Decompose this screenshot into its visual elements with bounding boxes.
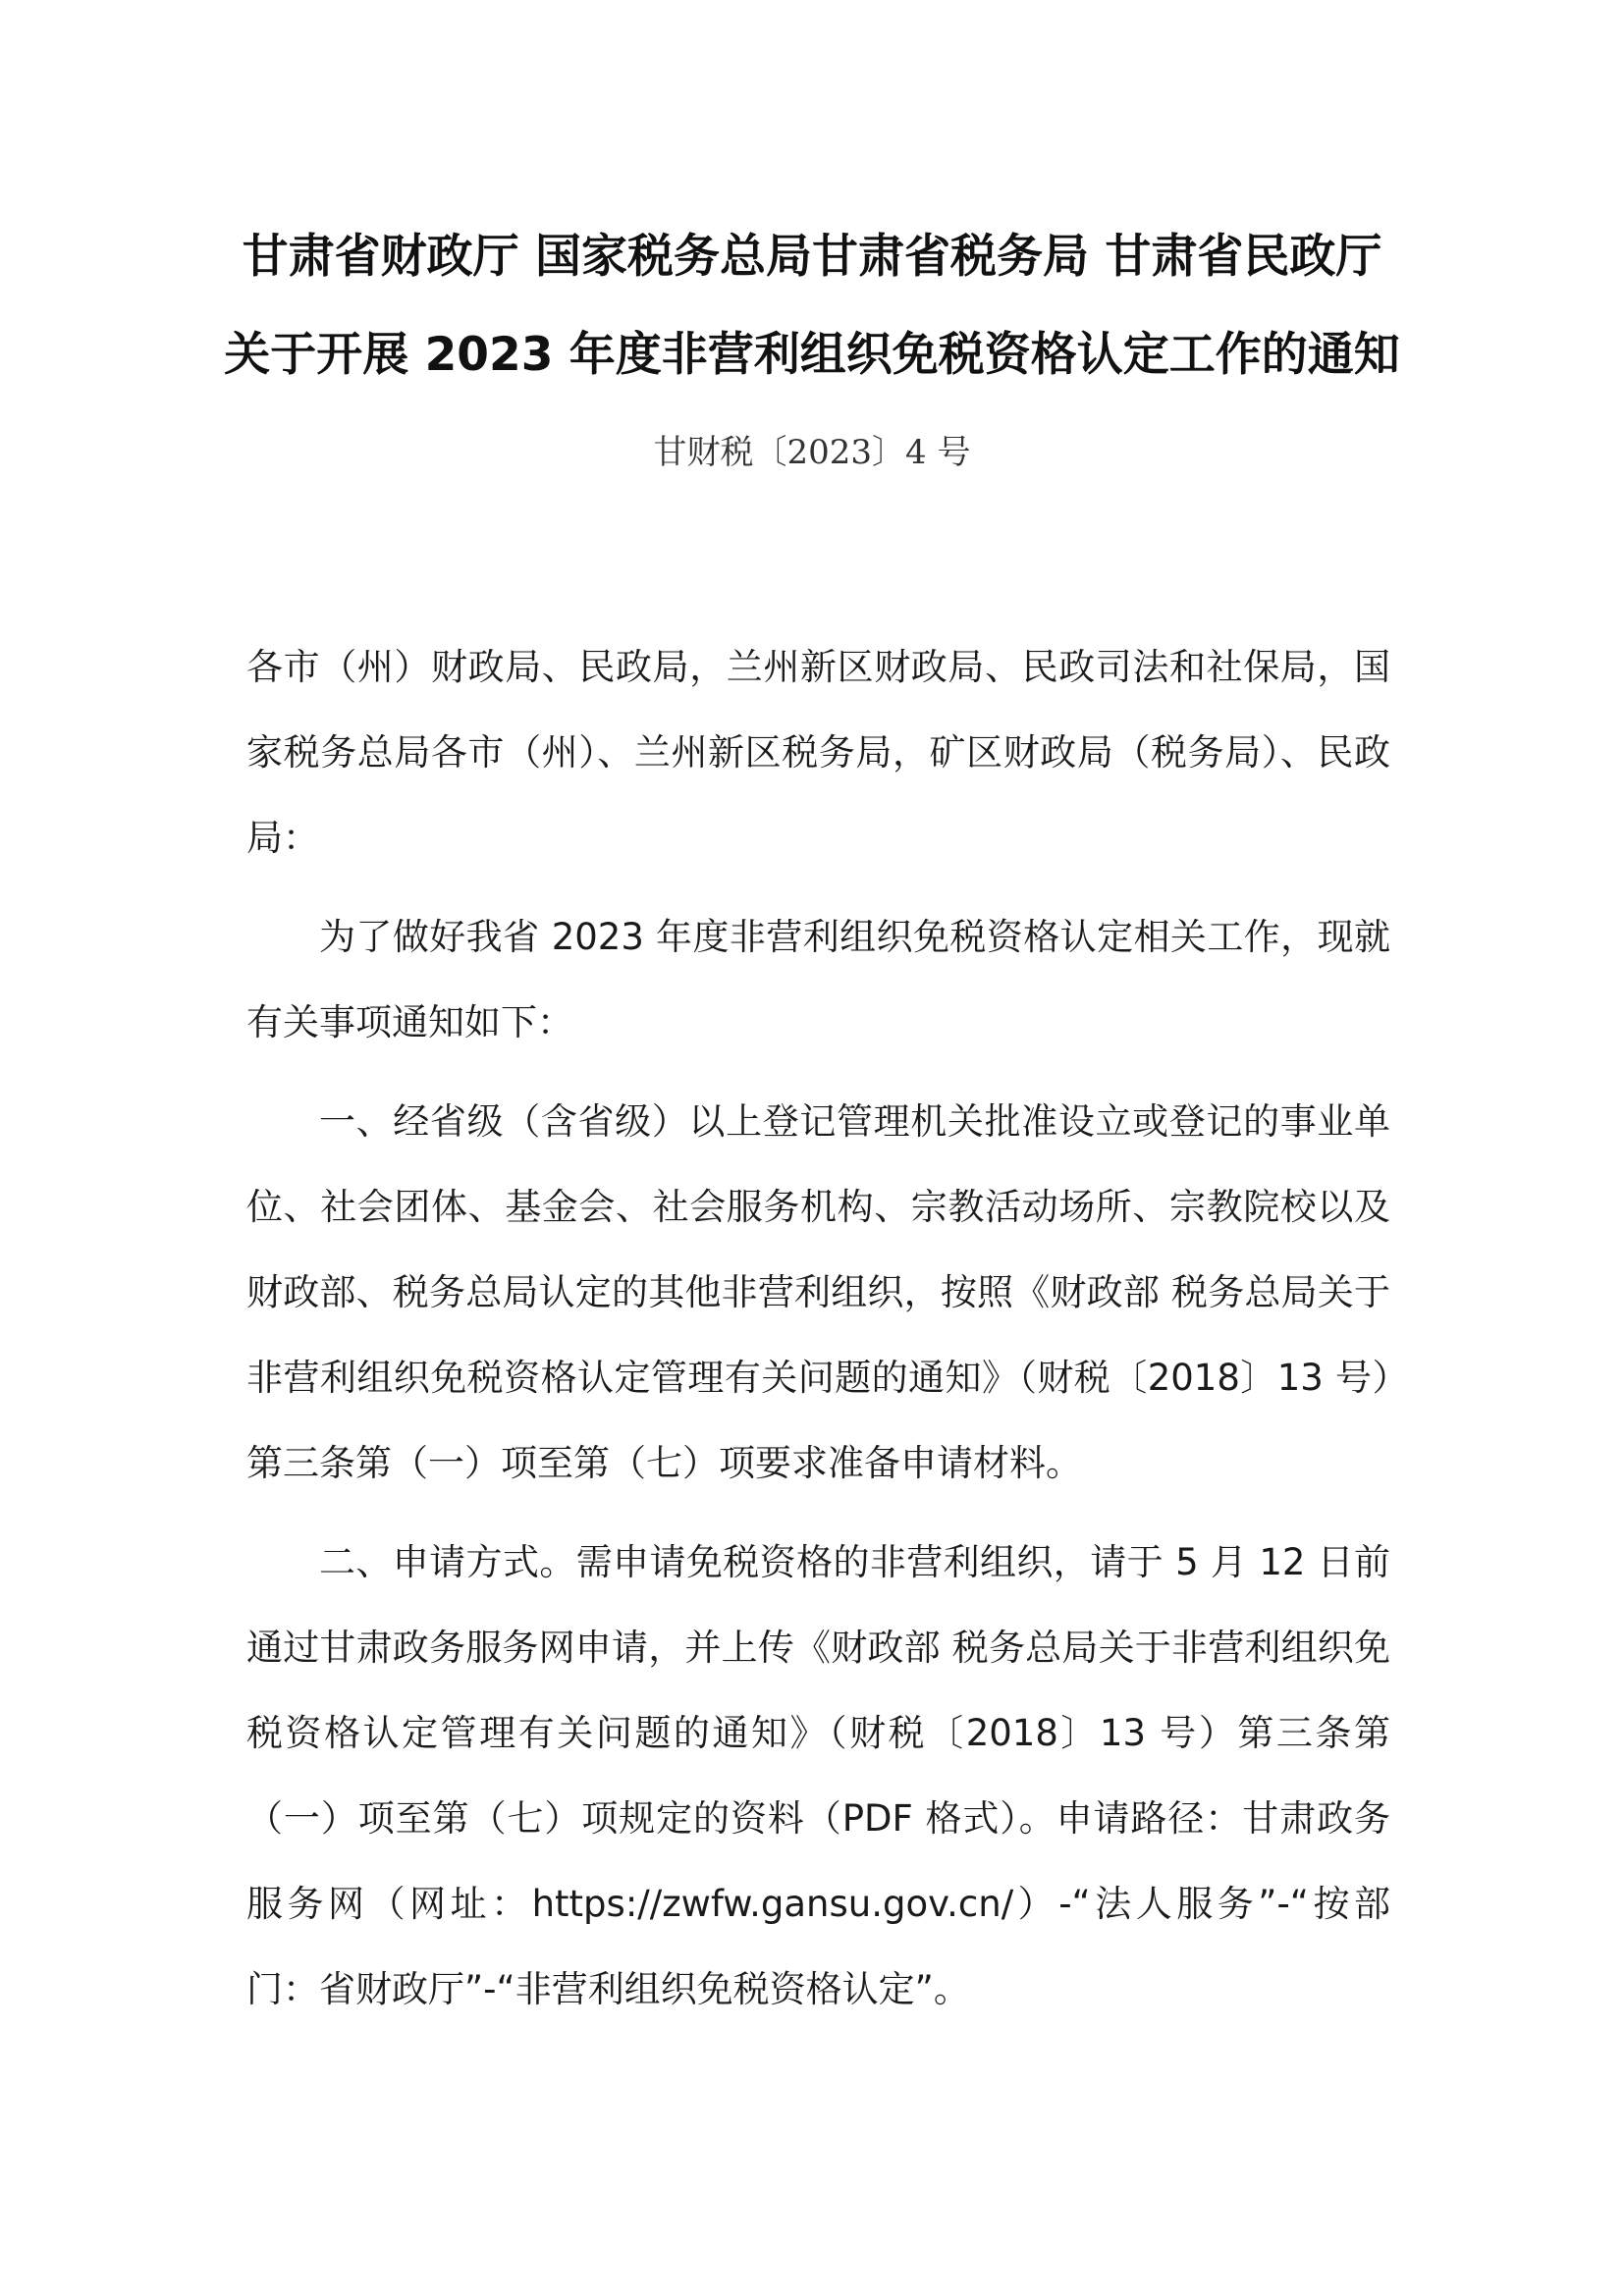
section-two-paragraph: 二、申请方式。需申请免税资格的非营利组织，请于 5 月 12 日前通过甘肃政务服务网申请，并上传《财政部 税务总局关于非营利组织免税资格认定管理有关问题的通知》（财税〔2018〕13 号）第三条第（一）项至第（七）项规定的资料（PDF 格式）。申请路径：甘肃政务服务网（网址：https://zwfw.gansu.gov.cn/）-“法人服务”-“按部门：省财政厅”-“非营利组织免税资格认定”。 xyxy=(246,1541,1390,2010)
document-title-line-2: 关于开展 2023 年度非营利组织免税资格认定工作的通知 xyxy=(224,328,1400,382)
document-title-line-1: 甘肃省财政厅 国家税务总局甘肃省税务局 甘肃省民政厅 xyxy=(242,230,1382,284)
document-number: 甘财税〔2023〕4 号 xyxy=(653,433,971,472)
section-one-paragraph: 一、经省级（含省级）以上登记管理机关批准设立或登记的事业单位、社会团体、基金会、社会服务机构、宗教活动场所、宗教院校以及财政部、税务总局认定的其他非营利组织，按照《财政部 税务总局关于非营利组织免税资格认定管理有关问题的通知》（财税〔2018〕13 号）第三条第（一）项至第（七）项要求准备申请材料。 xyxy=(246,1100,1390,1484)
addressee-paragraph: 各市（州）财政局、民政局，兰州新区财政局、民政司法和社保局，国家税务总局各市（州）、兰州新区税务局，矿区财政局（税务局）、民政局： xyxy=(246,646,1390,859)
intro-paragraph: 为了做好我省 2023 年度非营利组织免税资格认定相关工作，现就有关事项通知如下： xyxy=(246,916,1390,1043)
document-body xyxy=(246,624,1390,2046)
